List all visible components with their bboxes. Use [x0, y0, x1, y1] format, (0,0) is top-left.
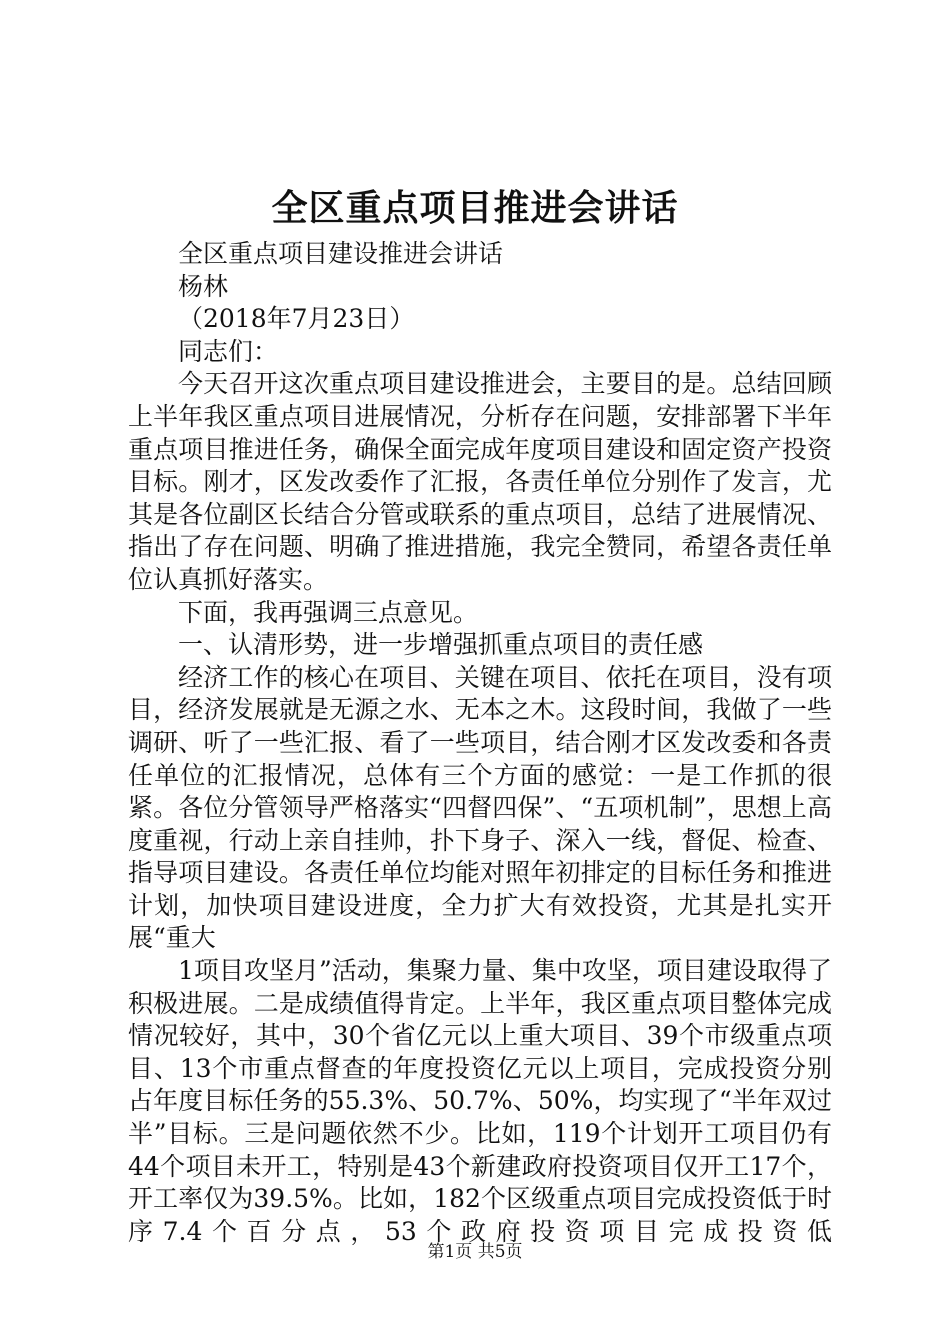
body-paragraph: 经济工作的核心在项目、关键在项目、依托在项目，没有项目，经济发展就是无源之水、无本之木。这段时间，我做了一些调研、听了一些汇报、看了一些项目，结合刚才区发改委和各责任单位的汇报情况，总体有三个方面的感觉：一是工作抓的很紧。各位分管领导严格落实“四督四保”、“五项机制”，思想上高度重视，行动上亲自挂帅，扑下身子、深入一线，督促、检查、指导项目建设。各责任单位均能对照年初排定的目标任务和推进计划，加快项目建设进度，全力扩大有效投资，尤其是扎实开展“重大: [128, 662, 832, 953]
body-paragraph: 下面，我再强调三点意见。: [178, 597, 479, 627]
speaker-name: 杨林: [178, 271, 229, 301]
document-body: [128, 238, 832, 1248]
speech-date: （2018年7月23日）: [178, 304, 415, 334]
body-paragraph: 今天召开这次重点项目建设推进会，主要目的是。总结回顾上半年我区重点项目进展情况，分析存在问题，安排部署下半年重点项目推进任务，确保全面完成年度项目建设和固定资产投资目标。刚才，区发改委作了汇报，各责任单位分别作了发言，尤其是各位副区长结合分管或联系的重点项目，总结了进展情况、指出了存在问题、明确了推进措施，我完全赞同，希望各责任单位认真抓好落实。: [128, 369, 832, 594]
salutation: 同志们：: [178, 336, 279, 366]
document-title: 全区重点项目推进会讲话: [271, 187, 679, 229]
section-heading: 一、认清形势，进一步增强抓重点项目的责任感: [178, 630, 704, 660]
page-number-footer: 第1页 共5页: [427, 1242, 523, 1262]
speech-heading: 全区重点项目建设推进会讲话: [178, 239, 504, 268]
body-paragraph: 1项目攻坚月”活动，集聚力量、集中攻坚，项目建设取得了积极进展。二是成绩值得肯定。上半年，我区重点项目整体完成情况较好，其中，30个省亿元以上重大项目、39个市级重点项目、13个市重点督查的年度投资亿元以上项目，完成投资分别占年度目标任务的55.3%、50.7%、50%，均实现了“半年双过半”目标。三是问题依然不少。比如，119个计划开工项目仍有44个项目未开工，特别是43个新建政府投资项目仅开工17个，开工率仅为39.5%。比如，182个区级重点项目完成投资低于时序7.4个百分点，53个政府投资项目完成投资低: [128, 956, 832, 1246]
